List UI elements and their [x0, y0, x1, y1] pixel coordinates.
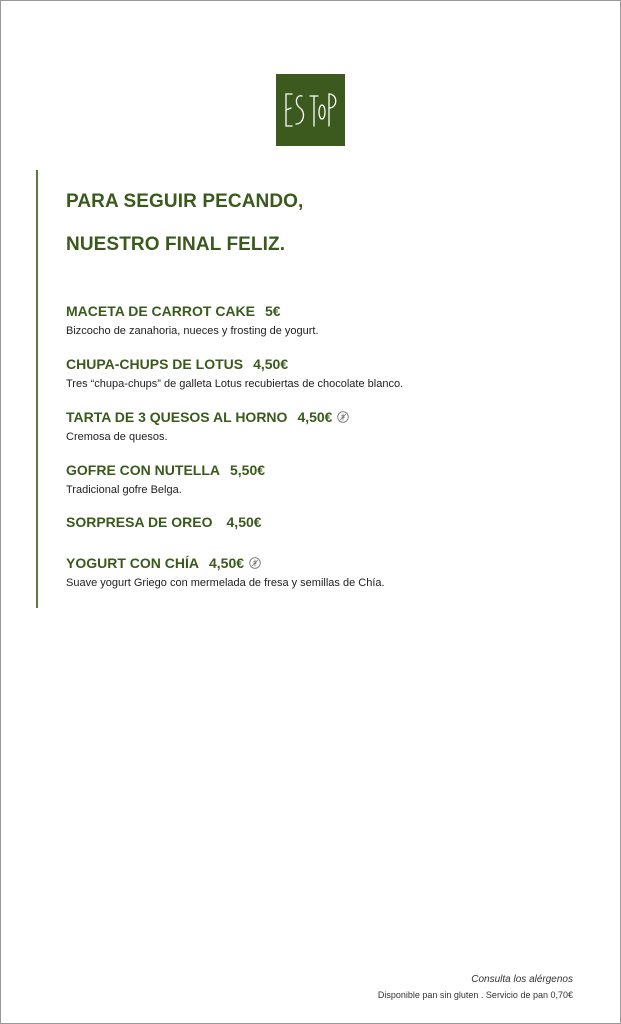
menu-item-description: Cremosa de quesos. [66, 431, 168, 443]
menu-item-title: GOFRE CON NUTELLA [66, 462, 220, 478]
gluten-free-icon [249, 557, 261, 569]
menu-item-name [66, 409, 349, 425]
menu-item-name [66, 303, 281, 319]
menu-item-name [66, 555, 261, 571]
menu-item-price: 4,50€ [297, 409, 333, 425]
menu-item-description: Tres “chupa-chups” de galleta Lotus recubiertas de chocolate blanco. [66, 378, 404, 390]
menu-item-title: SORPRESA DE OREO [66, 514, 213, 530]
menu-item-price: 5,50€ [230, 462, 266, 478]
menu-item-name [66, 514, 262, 530]
restaurant-logo [276, 74, 345, 146]
menu-item-price: 4,50€ [209, 555, 245, 571]
menu-title-line-2: NUESTRO FINAL FELIZ. [66, 234, 286, 255]
menu-item-name [66, 462, 265, 478]
allergens-note: Consulta los alérgenos [471, 974, 573, 985]
menu-item-title: YOGURT CON CHÍA [66, 555, 199, 571]
menu-item-description: Suave yogurt Griego con mermelada de fresa y semillas de Chía. [66, 577, 385, 589]
menu-item-description: Tradicional gofre Belga. [66, 484, 182, 496]
menu-title-line-1: PARA SEGUIR PECANDO, [66, 191, 304, 212]
menu-item-price: 4,50€ [226, 514, 262, 530]
menu-item-title: MACETA DE CARROT CAKE [66, 303, 255, 319]
menu-item-title: TARTA DE 3 QUESOS AL HORNO [66, 409, 288, 425]
menu-item-description: Bizcocho de zanahoria, nueces y frosting de yogurt. [66, 325, 319, 337]
menu-item-title: CHUPA-CHUPS DE LOTUS [66, 356, 244, 372]
gluten-free-icon [337, 411, 349, 423]
menu-item-name [66, 356, 288, 372]
menu-item-price: 4,50€ [253, 356, 289, 372]
accent-line [36, 170, 38, 608]
menu-item-price: 5€ [265, 303, 281, 319]
bread-service-note: Disponible pan sin gluten . Servicio de pan 0,70€ [377, 990, 573, 1000]
